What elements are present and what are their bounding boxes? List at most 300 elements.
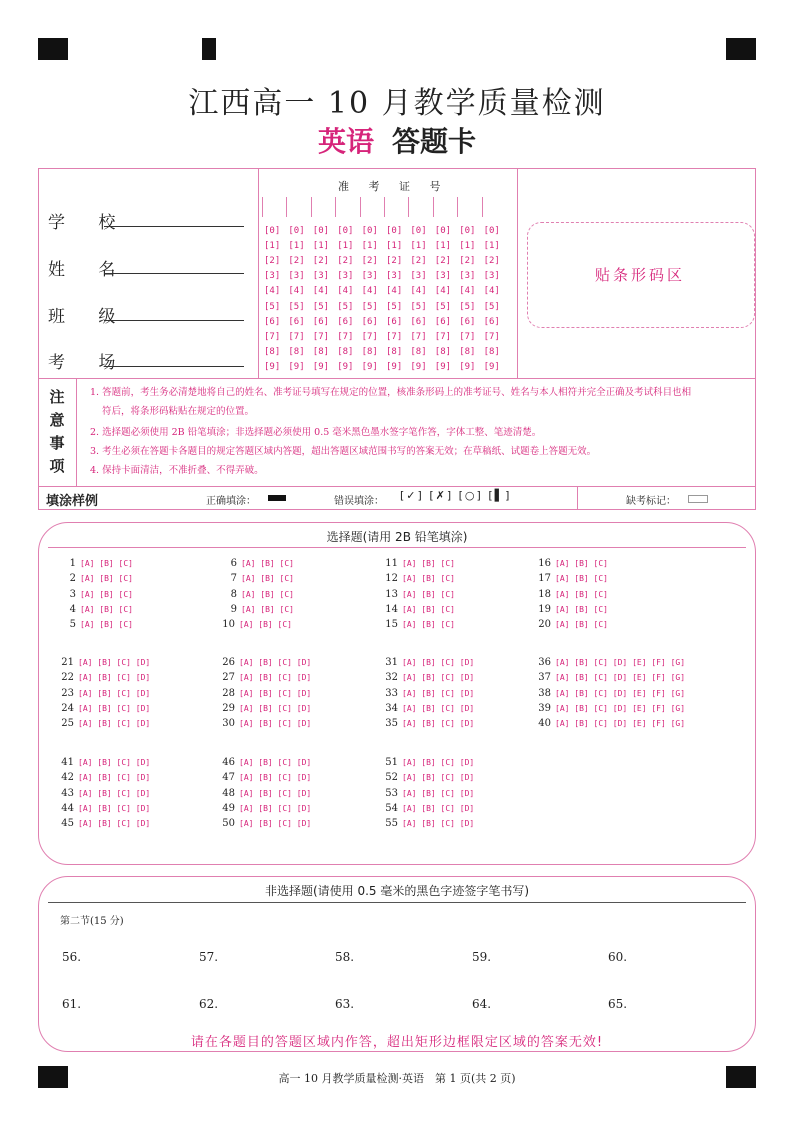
answer-options[interactable]: [A] [B] [C] [D] <box>402 703 475 713</box>
exam-number-bubble[interactable]: [9] <box>337 361 354 372</box>
exam-number-digit-box[interactable] <box>384 197 405 217</box>
answer-options[interactable]: [A] [B] [C] <box>239 620 292 630</box>
exam-number-digit-box[interactable] <box>360 197 381 217</box>
answer-options[interactable]: [A] [B] [C] <box>241 559 294 568</box>
answer-options[interactable]: [A] [B] [C] <box>241 604 294 614</box>
choice-question-3[interactable] <box>62 589 133 600</box>
question-number: 5 <box>69 619 76 631</box>
answer-options[interactable]: [A] [B] [C] <box>80 620 133 630</box>
exam-number-bubble[interactable]: [1] <box>386 241 403 252</box>
exam-number-digit-box[interactable] <box>311 197 332 217</box>
exam-number-bubble[interactable]: [1] <box>434 241 452 252</box>
choice-question-4[interactable] <box>62 604 133 615</box>
exam-number-bubble[interactable]: [8] <box>264 346 281 357</box>
choice-question-14[interactable] <box>384 604 455 615</box>
page-subtitle <box>0 120 794 160</box>
answer-options[interactable]: [A] [B] [C] [D] <box>78 703 151 713</box>
non-choice-question-58[interactable]: 58. <box>335 950 355 964</box>
exam-number-bubble[interactable]: [1] <box>483 241 500 252</box>
choice-question-32[interactable] <box>384 672 474 683</box>
question-number: 11 <box>385 558 398 569</box>
answer-options[interactable]: [A] [B] [C] <box>555 574 608 584</box>
exam-number-bubble[interactable]: [8] <box>337 346 354 357</box>
answer-options[interactable]: [A] [B] [C] [D] <box>78 719 151 729</box>
exam-number-bubble[interactable]: [8] <box>434 346 452 357</box>
answer-options[interactable]: [A] [B] [C] [D] <box>402 673 475 683</box>
answer-options[interactable]: [A] [B] [C] <box>80 604 133 614</box>
question-number: 50 <box>222 818 235 830</box>
choice-question-1[interactable] <box>62 558 133 569</box>
exam-number-bubble[interactable]: [8] <box>288 346 305 357</box>
fill-wrong-label: 错误填涂： <box>334 496 384 507</box>
answer-options[interactable]: [A] [B] [C] <box>80 574 133 584</box>
choice-question-47[interactable] <box>221 772 311 783</box>
answer-options[interactable]: [A] [B] [C] [D] <box>78 773 151 783</box>
exam-number-bubble[interactable]: [6] <box>337 316 354 327</box>
fill-absent-label: 缺考标记： <box>626 496 676 507</box>
answer-options[interactable]: [A] [B] [C] <box>402 604 455 614</box>
exam-number-bubble[interactable]: [2] <box>337 256 354 267</box>
field-school-input[interactable] <box>104 226 244 227</box>
exam-number-bubble[interactable]: [0] <box>459 226 476 236</box>
exam-number-digit-box[interactable] <box>482 197 503 217</box>
answer-options[interactable]: [A] [B] [C] [D] <box>78 758 151 767</box>
choice-question-6[interactable] <box>223 558 294 569</box>
exam-number-bubble[interactable]: [8] <box>410 346 427 357</box>
exam-number-bubble[interactable]: [4] <box>459 286 476 297</box>
exam-number-bubble[interactable]: [7] <box>410 331 427 342</box>
exam-number-digit-box[interactable] <box>457 197 478 217</box>
exam-number-bubble[interactable]: [2] <box>361 256 378 267</box>
exam-number-bubble[interactable]: [6] <box>264 316 281 327</box>
notice-item: 4. 保持卡面清洁，不准折叠、不得弄破。 <box>90 465 264 476</box>
exam-number-bubble[interactable]: [2] <box>410 256 427 267</box>
exam-number-bubble[interactable]: [5] <box>386 301 403 312</box>
exam-number-bubble[interactable]: [3] <box>288 271 305 282</box>
exam-number-bubble[interactable]: [3] <box>386 271 403 282</box>
exam-number-bubble[interactable]: [9] <box>264 361 281 372</box>
answer-options[interactable]: [A] [B] [C] [D] <box>78 788 151 798</box>
exam-number-bubble[interactable]: [9] <box>312 361 330 372</box>
choice-question-16[interactable] <box>537 558 608 569</box>
exam-number-bubble[interactable]: [0] <box>312 226 330 236</box>
answer-options[interactable]: [A] [B] [C] [D] <box>239 819 312 829</box>
choice-question-35[interactable] <box>384 718 474 729</box>
choice-question-34[interactable] <box>384 703 474 714</box>
choice-question-52[interactable] <box>384 772 474 783</box>
question-number: 18 <box>538 588 551 600</box>
exam-number-bubble[interactable]: [9] <box>410 361 427 372</box>
exam-number-digit-box[interactable] <box>433 197 454 217</box>
exam-number-bubble[interactable]: [5] <box>361 301 378 312</box>
exam-number-bubble[interactable]: [7] <box>434 331 452 342</box>
wrong-check-icon: [✓] <box>400 489 424 502</box>
choice-question-36[interactable] <box>537 657 685 668</box>
field-class-label: 班 级 <box>48 307 130 327</box>
choice-question-2[interactable] <box>62 573 133 584</box>
exam-number-bubble[interactable]: [4] <box>434 286 452 297</box>
exam-number-bubble[interactable]: [3] <box>459 271 476 282</box>
exam-number-bubble[interactable]: [6] <box>288 316 305 327</box>
choice-question-45[interactable] <box>60 818 150 829</box>
wrong-cross-icon: [✗] <box>429 489 454 502</box>
exam-number-bubble[interactable]: [6] <box>459 316 476 327</box>
answer-options[interactable]: [A] [B] [C] [D] <box>239 803 312 813</box>
exam-number-bubble[interactable]: [0] <box>434 226 452 236</box>
choice-question-17[interactable] <box>537 573 608 584</box>
exam-number-bubble[interactable]: [1] <box>337 241 354 252</box>
subject-name: 英语 <box>317 125 374 158</box>
exam-number-bubble[interactable]: [6] <box>312 316 330 327</box>
choice-question-15[interactable] <box>384 619 455 630</box>
exam-number-bubble[interactable]: [9] <box>434 361 452 372</box>
choice-question-22[interactable] <box>60 672 150 683</box>
notice-item: 3. 考生必须在答题卡各题目的规定答题区域内答题，超出答题区域范围书写的答案无效；在草稿纸、试题卷上答题无效。 <box>90 446 597 457</box>
notice-heading-4: 项 <box>49 457 65 475</box>
answer-options[interactable]: [A] [B] [C] [D] <box>402 688 475 698</box>
question-number: 22 <box>61 672 74 684</box>
answer-options[interactable]: [A] [B] [C] [D] <box>239 673 312 683</box>
exam-number-bubble[interactable]: [1] <box>288 241 305 252</box>
exam-number-bubble[interactable]: [2] <box>264 256 281 267</box>
question-number: 2 <box>69 573 76 585</box>
exam-number-bubble[interactable]: [1] <box>410 241 427 252</box>
exam-number-bubble[interactable]: [7] <box>288 331 305 342</box>
non-choice-question-56[interactable]: 56. <box>62 950 82 964</box>
exam-number-bubble[interactable]: [5] <box>434 301 452 312</box>
question-number: 34 <box>385 702 398 714</box>
question-number: 17 <box>538 573 551 585</box>
exam-number-bubble[interactable]: [7] <box>337 331 354 342</box>
choice-question-18[interactable] <box>537 589 608 600</box>
choice-question-44[interactable] <box>60 803 150 814</box>
answer-options[interactable]: [A] [B] [C] [D] <box>402 719 475 729</box>
choice-question-29[interactable] <box>221 703 311 714</box>
question-number: 23 <box>61 687 74 699</box>
answer-options[interactable]: [A] [B] [C] [D] <box>78 688 151 698</box>
field-name-label: 姓 名 <box>48 260 130 280</box>
exam-number-bubble[interactable]: [9] <box>386 361 403 372</box>
choice-question-12[interactable] <box>384 573 455 584</box>
exam-number-bubble[interactable]: [8] <box>386 346 403 357</box>
answer-options[interactable]: [A] [B] [C] <box>555 559 608 568</box>
choice-question-40[interactable] <box>537 718 685 729</box>
fill-correct-label: 正确填涂： <box>206 496 256 507</box>
choice-question-48[interactable] <box>221 788 311 799</box>
exam-number-digit-box[interactable] <box>262 197 283 217</box>
exam-number-bubble[interactable]: [7] <box>312 331 330 342</box>
footer-warning: 请在各题目的答题区域内作答，超出矩形边框限定区域的答案无效! <box>190 1035 604 1050</box>
question-number: 44 <box>61 802 74 814</box>
answer-options[interactable]: [A] [B] [C] [D] <box>402 773 475 783</box>
exam-number-bubble[interactable]: [6] <box>483 316 500 327</box>
choice-question-13[interactable] <box>384 589 455 600</box>
exam-number-bubble[interactable]: [3] <box>337 271 354 282</box>
answer-options[interactable]: [A] [B] [C] <box>80 589 133 599</box>
exam-number-bubble[interactable]: [7] <box>483 331 500 342</box>
answer-options[interactable]: [A] [B] [C] <box>402 574 455 584</box>
exam-number-bubble[interactable]: [5] <box>459 301 476 312</box>
question-number: 41 <box>61 757 74 768</box>
exam-number-bubble[interactable]: [1] <box>361 241 378 252</box>
answer-options[interactable]: [A] [B] [C] [D] <box>78 658 151 667</box>
exam-number-digit-box[interactable] <box>335 197 356 217</box>
barcode-label: 贴条形码区 <box>594 266 685 284</box>
answer-options[interactable]: [A] [B] [C] <box>402 589 455 599</box>
answer-options[interactable]: [A] [B] [C] [D] <box>78 803 151 813</box>
choice-question-41[interactable] <box>60 757 150 768</box>
question-number: 47 <box>222 772 235 784</box>
choice-question-19[interactable] <box>537 604 608 615</box>
choice-question-21[interactable] <box>60 657 150 668</box>
exam-number-bubble[interactable]: [4] <box>483 286 500 297</box>
answer-options[interactable]: [A] [B] [C] [D] [E] [F] [G] <box>555 658 686 667</box>
choice-question-55[interactable] <box>384 818 474 829</box>
question-number: 39 <box>538 702 551 714</box>
choice-question-49[interactable] <box>221 803 311 814</box>
exam-number-bubble[interactable]: [5] <box>410 301 427 312</box>
exam-number-digit-box[interactable] <box>286 197 307 217</box>
exam-number-digit-box[interactable] <box>408 197 429 217</box>
notice-heading-3: 事 <box>49 434 65 452</box>
exam-number-bubble[interactable]: [9] <box>483 361 500 372</box>
exam-number-bubble[interactable]: [0] <box>483 226 500 236</box>
answer-options[interactable]: [A] [B] [C] [D] <box>402 788 475 798</box>
choice-question-42[interactable] <box>60 772 150 783</box>
exam-number-bubble[interactable]: [0] <box>337 226 354 236</box>
question-number: 46 <box>222 757 235 768</box>
registration-mark-top-left <box>38 38 68 60</box>
answer-options[interactable]: [A] [B] [C] [D] <box>402 819 475 829</box>
question-number: 29 <box>222 702 235 714</box>
non-choice-question-65[interactable]: 65. <box>608 997 628 1011</box>
non-choice-question-62[interactable]: 62. <box>199 997 219 1011</box>
question-number: 45 <box>61 818 74 830</box>
exam-number-bubble[interactable]: [4] <box>288 286 305 297</box>
non-choice-question-63[interactable]: 63. <box>335 997 355 1011</box>
field-room-input[interactable] <box>104 366 244 367</box>
choice-question-54[interactable] <box>384 803 474 814</box>
answer-options[interactable]: [A] [B] [C] [D] [E] [F] [G] <box>555 673 686 683</box>
exam-number-bubble[interactable]: [6] <box>410 316 427 327</box>
question-number: 28 <box>222 687 235 699</box>
exam-number-bubble[interactable]: [8] <box>459 346 476 357</box>
question-number: 21 <box>61 657 74 668</box>
answer-options[interactable]: [A] [B] [C] <box>241 589 294 599</box>
question-number: 16 <box>538 558 551 569</box>
choice-question-31[interactable] <box>384 657 474 668</box>
answer-options[interactable]: [A] [B] [C] [D] <box>239 788 312 798</box>
field-room-label: 考 场 <box>48 353 130 373</box>
registration-mark-top-right <box>726 38 756 60</box>
answer-options[interactable]: [A] [B] [C] <box>402 559 455 568</box>
exam-number-bubble[interactable]: [3] <box>434 271 452 282</box>
exam-number-bubble[interactable]: [0] <box>386 226 403 236</box>
page-title: 江西高一 10 月教学质量检测 <box>188 86 606 121</box>
exam-number-bubble[interactable]: [4] <box>312 286 330 297</box>
question-number: 27 <box>222 672 235 684</box>
exam-number-bubble[interactable]: [5] <box>483 301 500 312</box>
absent-box[interactable] <box>688 495 708 503</box>
exam-number-bubble[interactable]: [0] <box>288 226 305 236</box>
exam-number-bubble[interactable]: [9] <box>459 361 476 372</box>
exam-number-bubble[interactable]: [8] <box>312 346 330 357</box>
choice-question-23[interactable] <box>60 688 150 699</box>
non-choice-question-59[interactable]: 59. <box>472 950 492 964</box>
choice-question-43[interactable] <box>60 788 150 799</box>
question-number: 51 <box>385 757 398 768</box>
answer-options[interactable]: [A] [B] [C] [D] <box>239 719 312 729</box>
exam-number-bubble[interactable]: [7] <box>264 331 281 342</box>
answer-options[interactable]: [A] [B] [C] [D] [E] [F] [G] <box>555 719 686 729</box>
choice-question-11[interactable] <box>384 558 455 569</box>
exam-number-bubble[interactable]: [0] <box>410 226 427 236</box>
question-number: 52 <box>385 772 398 784</box>
exam-number-bubble[interactable]: [7] <box>361 331 378 342</box>
question-number: 10 <box>222 619 235 631</box>
exam-number-bubble[interactable]: [2] <box>386 256 403 267</box>
exam-number-bubble[interactable]: [4] <box>264 286 281 297</box>
question-number: 15 <box>385 619 398 631</box>
question-number: 19 <box>538 603 551 615</box>
exam-number-bubble[interactable]: [5] <box>337 301 354 312</box>
question-number: 4 <box>69 603 76 615</box>
fill-correct-sample <box>268 495 286 501</box>
exam-number-bubble[interactable]: [1] <box>459 241 476 252</box>
non-choice-section-title: 非选择题(请使用 0.5 毫米的黑色字迹签字笔书写) <box>264 884 530 898</box>
answer-options[interactable]: [A] [B] [C] <box>402 620 455 630</box>
question-number: 25 <box>61 718 74 730</box>
exam-number-bubble[interactable]: [2] <box>288 256 305 267</box>
answer-options[interactable]: [A] [B] [C] [D] <box>239 773 312 783</box>
exam-number-bubble[interactable]: [4] <box>361 286 378 297</box>
notice-heading-2: 意 <box>49 411 65 429</box>
exam-number-bubble[interactable]: [3] <box>312 271 330 282</box>
exam-number-bubble[interactable]: [5] <box>264 301 281 312</box>
wrong-bar-icon: [▌] <box>488 489 512 502</box>
card-name: 答题卡 <box>392 125 477 158</box>
question-number: 26 <box>222 657 235 668</box>
exam-number-bubble[interactable]: [6] <box>386 316 403 327</box>
exam-number-bubble[interactable]: [1] <box>312 241 330 252</box>
non-choice-question-57[interactable]: 57. <box>199 950 219 964</box>
answer-options[interactable]: [A] [B] [C] <box>241 574 294 584</box>
choice-section-title: 选择题(请用 2B 铅笔填涂) <box>326 530 468 544</box>
choice-question-53[interactable] <box>384 788 474 799</box>
exam-number-bubble[interactable]: [0] <box>264 226 281 236</box>
exam-number-bubble[interactable]: [9] <box>361 361 378 372</box>
exam-number-bubble[interactable]: [2] <box>434 256 452 267</box>
choice-question-50[interactable] <box>221 818 311 829</box>
answer-options[interactable]: [A] [B] [C] [D] <box>402 803 475 813</box>
question-number: 36 <box>538 657 551 668</box>
exam-number-bubble[interactable]: [8] <box>483 346 500 357</box>
answer-options[interactable]: [A] [B] [C] [D] <box>239 688 312 698</box>
answer-options[interactable]: [A] [B] [C] [D] <box>239 658 312 667</box>
choice-question-10[interactable] <box>221 619 292 630</box>
answer-options[interactable]: [A] [B] [C] [D] [E] [F] [G] <box>555 688 686 698</box>
choice-question-37[interactable] <box>537 672 685 683</box>
exam-number-bubble[interactable]: [3] <box>410 271 427 282</box>
exam-number-bubble[interactable]: [8] <box>361 346 378 357</box>
exam-number-bubble[interactable]: [4] <box>337 286 354 297</box>
exam-number-bubble[interactable]: [7] <box>386 331 403 342</box>
exam-number-bubble[interactable]: [7] <box>459 331 476 342</box>
question-number: 1 <box>69 558 76 569</box>
choice-question-24[interactable] <box>60 703 150 714</box>
non-choice-question-60[interactable]: 60. <box>608 950 628 964</box>
choice-question-5[interactable] <box>62 619 133 630</box>
fill-wrong-samples <box>400 489 511 502</box>
question-number: 7 <box>230 573 237 585</box>
choice-question-33[interactable] <box>384 688 474 699</box>
field-class-input[interactable] <box>104 320 244 321</box>
answer-options[interactable]: [A] [B] [C] [D] <box>78 673 151 683</box>
choice-question-51[interactable] <box>384 757 474 768</box>
non-choice-question-61[interactable]: 61. <box>62 997 82 1011</box>
answer-options[interactable]: [A] [B] [C] [D] [E] [F] [G] <box>555 703 686 713</box>
exam-number-bubble[interactable]: [4] <box>410 286 427 297</box>
exam-number-bubble[interactable]: [6] <box>434 316 452 327</box>
answer-options[interactable]: [A] [B] [C] [D] <box>78 819 151 829</box>
exam-number-bubble[interactable]: [6] <box>361 316 378 327</box>
choice-question-20[interactable] <box>537 619 608 630</box>
choice-question-28[interactable] <box>221 688 311 699</box>
exam-number-bubble[interactable]: [5] <box>288 301 305 312</box>
exam-number-bubble[interactable]: [3] <box>361 271 378 282</box>
answer-options[interactable]: [A] [B] [C] [D] <box>239 703 312 713</box>
exam-number-bubble[interactable]: [2] <box>459 256 476 267</box>
question-number: 3 <box>69 588 76 600</box>
exam-number-bubble[interactable]: [0] <box>361 226 378 236</box>
answer-options[interactable]: [A] [B] [C] [D] <box>402 758 475 767</box>
choice-question-30[interactable] <box>221 718 311 729</box>
exam-number-bubble[interactable]: [9] <box>288 361 305 372</box>
answer-options[interactable]: [A] [B] [C] [D] <box>239 758 312 767</box>
exam-number-bubble[interactable]: [3] <box>483 271 500 282</box>
choice-question-25[interactable] <box>60 718 150 729</box>
exam-number-bubble[interactable]: [4] <box>386 286 403 297</box>
choice-question-46[interactable] <box>221 757 311 768</box>
non-choice-question-64[interactable]: 64. <box>472 997 492 1011</box>
choice-question-26[interactable] <box>221 657 311 668</box>
question-number: 42 <box>61 772 74 784</box>
question-number: 9 <box>230 603 237 615</box>
question-number: 30 <box>222 718 235 730</box>
choice-question-39[interactable] <box>537 703 685 714</box>
choice-question-27[interactable] <box>221 672 311 683</box>
exam-number-bubble[interactable]: [1] <box>264 241 281 252</box>
choice-question-38[interactable] <box>537 688 685 699</box>
answer-options[interactable]: [A] [B] [C] <box>555 620 608 630</box>
answer-options[interactable]: [A] [B] [C] <box>555 589 608 599</box>
exam-number-bubble[interactable]: [5] <box>312 301 330 312</box>
question-number: 40 <box>538 718 551 730</box>
exam-number-bubble[interactable]: [2] <box>483 256 500 267</box>
exam-number-bubble[interactable]: [3] <box>264 271 281 282</box>
exam-number-bubble[interactable]: [2] <box>312 256 330 267</box>
notice-item: 1. 答题前，考生务必清楚地将自己的姓名、准考证号填写在规定的位置，核准条形码上的准考证号、姓名与本人相符并完全正确及考试科目也相 <box>90 387 692 398</box>
choice-question-8[interactable] <box>223 589 294 600</box>
field-name-input[interactable] <box>104 273 244 274</box>
choice-question-7[interactable] <box>223 573 294 584</box>
question-number: 12 <box>385 573 398 585</box>
choice-question-9[interactable] <box>223 604 294 615</box>
notice-heading-1: 注 <box>49 388 65 406</box>
answer-options[interactable]: [A] [B] [C] [D] <box>402 658 475 667</box>
answer-options[interactable]: [A] [B] [C] <box>555 604 608 614</box>
answer-options[interactable]: [A] [B] [C] <box>80 559 133 568</box>
